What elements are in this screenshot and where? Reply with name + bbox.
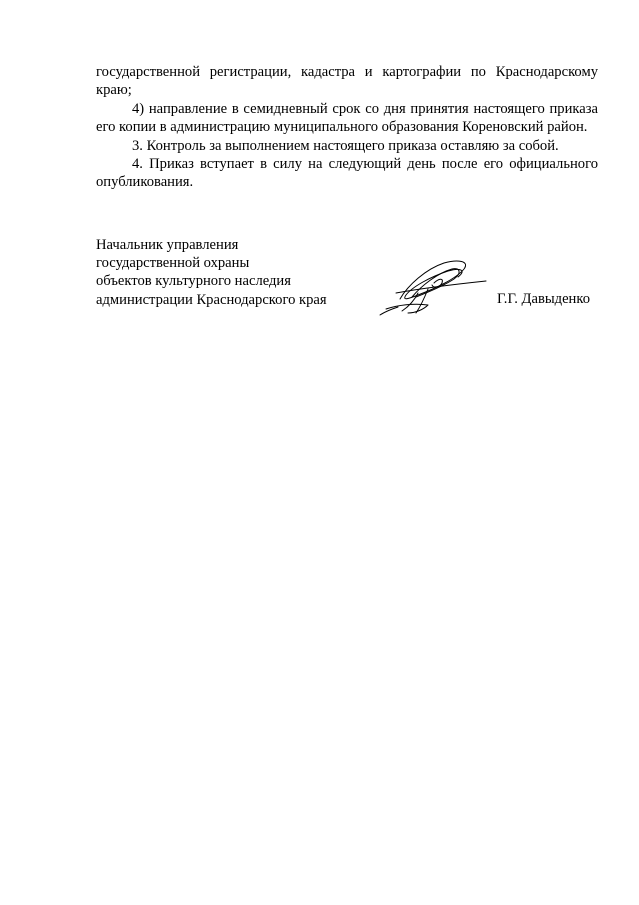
signatory-position — [96, 236, 327, 309]
document-body — [96, 63, 598, 192]
position-line: объектов культурного наследия — [96, 273, 291, 290]
paragraph-item-4-direction: 4) направление в семидневный срок со дня принятия настоящего приказа его копии в администрацию муниципального образования Кореновский район. — [96, 100, 598, 136]
paragraph-registration-continuation: государственной регистрации, кадастра и картографии по Краснодарскому краю; — [96, 64, 598, 99]
signer-name: Г.Г. Давыденко — [497, 291, 591, 307]
paragraph-control: 3. Контроль за выполнением настоящего приказа оставляю за собой. — [132, 137, 559, 154]
paragraph-entry-into-force: 4. Приказ вступает в силу на следующий день после его официального опубликования. — [96, 156, 598, 191]
position-line: Начальник управления — [96, 237, 239, 253]
position-line: администрации Краснодарского края — [96, 291, 327, 308]
position-line: государственной охраны — [96, 255, 250, 272]
handwritten-signature — [378, 255, 488, 317]
